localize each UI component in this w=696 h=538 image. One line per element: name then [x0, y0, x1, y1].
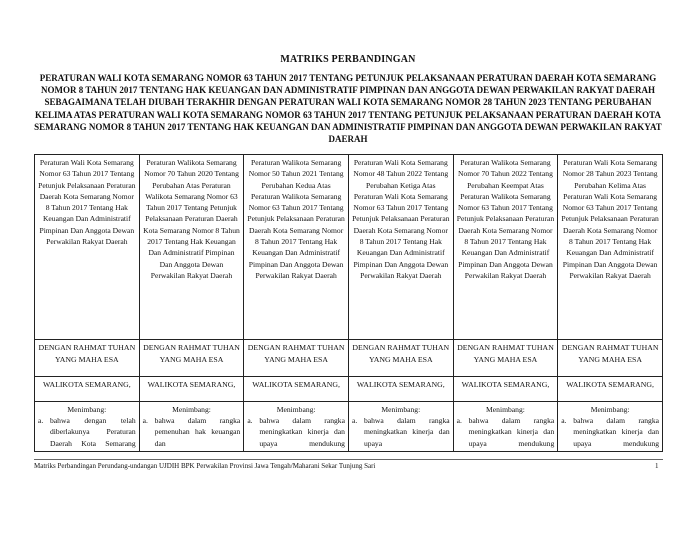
considering-text: bahwa dalam rangka meningkatkan kinerja dan upaya mendukung — [573, 416, 659, 448]
page-number: 1 — [655, 462, 659, 470]
considering-item — [457, 415, 555, 449]
mayor-cell: WALIKOTA SEMARANG, — [244, 377, 349, 402]
considering-item — [143, 415, 241, 449]
regulation-title-cell: Peraturan Walikota Semarang Nomor 70 Tahun 2022 Tentang Perubahan Keempat Atas Peraturan Walikota Semarang Nomor 63 Tahun 2017 Tentang Petunjuk Pelaksanaan Peraturan Daerah Kota Semarang Nomor 8 Tahun 2017 Tentang Hak Keuangan Dan Administratif Pimpinan Dan Anggota Dewan Perwakilan Rakyat Daerah — [453, 155, 558, 340]
considering-letter: a. — [456, 416, 462, 426]
considering-text: bahwa dalam rangka meningkatkan kinerja dan upaya — [363, 416, 450, 448]
comparison-matrix-table — [34, 154, 663, 452]
opening-phrase-cell: DENGAN RAHMAT TUHAN YANG MAHA ESA — [35, 340, 140, 377]
considering-letter: a. — [351, 416, 358, 426]
considering-item — [352, 415, 450, 449]
considering-letter: a. — [561, 416, 567, 426]
regulation-title-cell: Peraturan Wali Kota Semarang Nomor 63 Tahun 2017 Tentang Petunjuk Pelaksanaan Peraturan Daerah Kota Semarang Nomor 8 Tahun 2017 Tentang Hak Keuangan Dan Administratif Pimpinan Dan Anggota Dewan Perwakilan Rakyat Daerah — [35, 155, 140, 340]
considering-text: bahwa dalam rangka meningkatkan kinerja dan upaya mendukung — [259, 416, 345, 448]
regulation-title-cell: Peraturan Walikota Semarang Nomor 50 Tahun 2021 Tentang Perubahan Kedua Atas Peraturan Walikota Semarang Nomor 63 Tahun 2017 Tentang Petunjuk Pelaksanaan Peraturan Daerah Kota Semarang Nomor 8 Tahun 2017 Tentang Hak Keuangan Dan Administratif Pimpinan Dan Anggota Dewan Perwakilan Rakyat Daerah — [244, 155, 349, 340]
considering-text: bahwa dalam rangka pemenuhan hak keuangan dan — [154, 416, 241, 448]
mayor-cell: WALIKOTA SEMARANG, — [139, 377, 244, 402]
considering-label: Menimbang: — [590, 405, 630, 414]
document-subtitle: PERATURAN WALI KOTA SEMARANG NOMOR 63 TAHUN 2017 TENTANG PETUNJUK PELAKSANAAN PERATURAN DAERAH KOTA SEMARANG NOMOR 8 TAHUN 2017 TENTANG HAK KEUANGAN DAN ADMINISTRATIF PIMPINAN DAN ANGGOTA DEWAN PERWAKILAN RAKYAT DAERAH SEBAGAIMANA TELAH DIUBAH TERAKHIR DENGAN PERATURAN WALI KOTA SEMARANG NOMOR 28 TAHUN 2023 TENTANG PERUBAHAN KELIMA ATAS PERATURAN WALI KOTA SEMARANG NOMOR 63 TAHUN 2017 TENTANG PETUNJUK PELAKSANAAN PERATURAN DAERAH KOTA SEMARANG NOMOR 8 TAHUN 2017 TENTANG HAK KEUANGAN DAN ADMINISTRATIF PIMPINAN DAN ANGGOTA DEWAN PERWAKILAN RAKYAT DAERAH — [34, 73, 662, 145]
footer-text: Matriks Perbandingan Perundang-undangan UJDIH BPK Perwakilan Provinsi Jawa Tengah/Maharani Sekar Tunjung Sari — [34, 462, 376, 470]
considering-row — [35, 402, 663, 452]
considering-letter: a. — [142, 416, 148, 426]
opening-phrase-row — [35, 340, 663, 377]
regulation-title-cell: Peraturan Wali Kota Semarang Nomor 48 Tahun 2022 Tentang Perubahan Ketiga Atas Peraturan Wali Kota Semarang Nomor 63 Tahun 2017 Tentang Petunjuk Pelaksanaan Peraturan Daerah Kota Semarang Nomor 8 Tahun 2017 Tentang Hak Keuangan Dan Administratif Pimpinan Dan Anggota Dewan Perwakilan Rakyat Daerah — [348, 155, 453, 340]
footer-divider — [34, 459, 663, 460]
mayor-cell: WALIKOTA SEMARANG, — [453, 377, 558, 402]
mayor-cell: WALIKOTA SEMARANG, — [348, 377, 453, 402]
considering-label: Menimbang: — [381, 405, 421, 414]
considering-letter: a. — [38, 416, 44, 426]
considering-text: bahwa dalam rangka meningkatkan kinerja dan upaya mendukung — [468, 416, 555, 448]
considering-cell — [453, 402, 558, 452]
considering-label: Menimbang: — [276, 405, 316, 414]
opening-phrase-cell: DENGAN RAHMAT TUHAN YANG MAHA ESA — [348, 340, 453, 377]
considering-label: Menimbang: — [172, 405, 211, 414]
considering-text: bahwa dengan telah diberlakunya Peraturan Daerah Kota Semarang — [50, 416, 136, 448]
opening-phrase-cell: DENGAN RAHMAT TUHAN YANG MAHA ESA — [453, 340, 558, 377]
mayor-row — [35, 377, 663, 402]
considering-item — [247, 415, 345, 449]
considering-cell — [558, 402, 663, 452]
regulation-title-row — [35, 155, 663, 340]
considering-cell — [35, 402, 140, 452]
considering-letter: a. — [247, 416, 253, 426]
mayor-cell: WALIKOTA SEMARANG, — [35, 377, 140, 402]
considering-cell — [348, 402, 453, 452]
opening-phrase-cell: DENGAN RAHMAT TUHAN YANG MAHA ESA — [558, 340, 663, 377]
opening-phrase-cell: DENGAN RAHMAT TUHAN YANG MAHA ESA — [244, 340, 349, 377]
considering-label: Menimbang: — [486, 405, 525, 414]
considering-cell — [139, 402, 244, 452]
considering-label: Menimbang: — [67, 405, 107, 414]
considering-item — [561, 415, 659, 449]
opening-phrase-cell: DENGAN RAHMAT TUHAN YANG MAHA ESA — [139, 340, 244, 377]
regulation-title-cell: Peraturan Wali Kota Semarang Nomor 28 Tahun 2023 Tentang Perubahan Kelima Atas Peraturan Wali Kota Semarang Nomor 63 Tahun 2017 Tentang Petunjuk Pelaksanaan Peraturan Daerah Kota Semarang Nomor 8 Tahun 2017 Tentang Hak Keuangan Dan Administratif Pimpinan Dan Anggota Dewan Perwakilan Rakyat Daerah — [558, 155, 663, 340]
document-title: MATRIKS PERBANDINGAN — [280, 54, 416, 65]
considering-cell — [244, 402, 349, 452]
regulation-title-cell: Peraturan Walikota Semarang Nomor 70 Tahun 2020 Tentang Perubahan Atas Peraturan Walikota Semarang Nomor 63 Tahun 2017 Tentang Petunjuk Pelaksanaan Peraturan Daerah Kota Semarang Nomor 8 Tahun 2017 Tentang Hak Keuangan Dan Administratif Pimpinan Dan Anggota Dewan Perwakilan Rakyat Daerah — [139, 155, 244, 340]
mayor-cell: WALIKOTA SEMARANG, — [558, 377, 663, 402]
considering-item — [38, 415, 136, 449]
